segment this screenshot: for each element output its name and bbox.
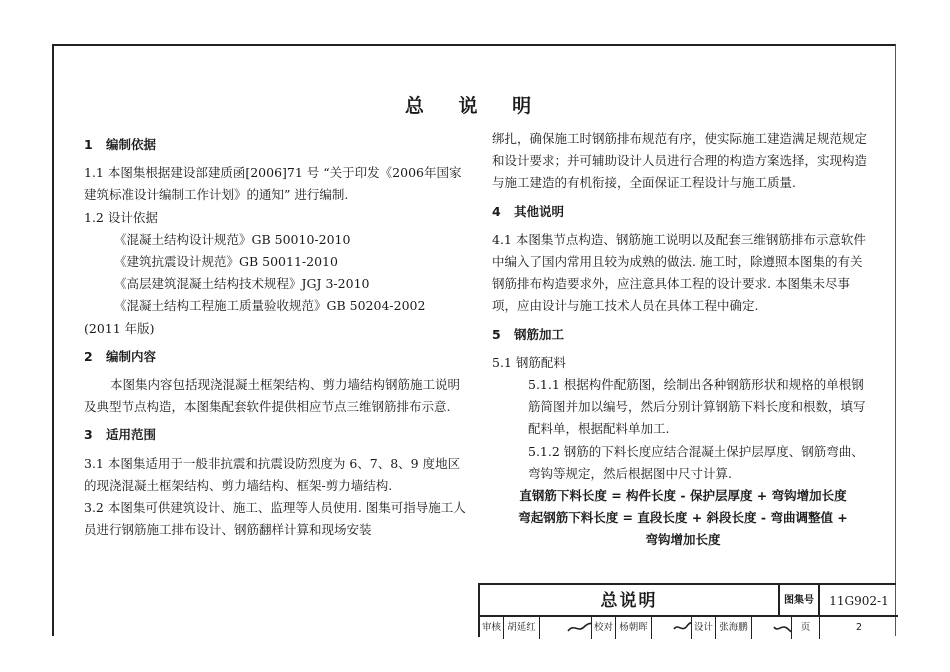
- reference-3: 《高层建筑混凝土结构技术规程》JGJ 3-2010: [114, 276, 370, 292]
- page-label: 页: [792, 617, 820, 639]
- left-column: [84, 128, 466, 541]
- review-label: 审核: [480, 617, 504, 639]
- right-column: [492, 128, 874, 552]
- design-name: 张海鹏: [716, 617, 752, 639]
- atlas-number-label: 图集号: [780, 585, 820, 617]
- para-3-1: 3.1 本图集适用于一般非抗震和抗震设防烈度为 6、7、8、9 度地区的现浇混凝土框架结构、剪力墙结构、框架-剪力墙结构.: [84, 455, 461, 493]
- section-heading-1: 1 编制依据: [84, 137, 157, 152]
- reference-1: 《混凝土结构设计规范》GB 50010-2010: [114, 231, 351, 247]
- design-signature-scribble: [772, 621, 793, 635]
- review-signature: [540, 617, 592, 639]
- reference-2: 《建筑抗震设计规范》GB 50011-2010: [114, 254, 338, 270]
- formula-bent-bar: 弯起钢筋下料长度 = 直段长度 + 斜段长度 - 弯曲调整值 +: [518, 510, 848, 526]
- para-5-1-1: 5.1.1 根据构件配筋图，绘制出各种钢筋形状和规格的单根钢筋简图并加以编号，然后分别计算钢筋下料长度和根数，填写配料单，根据配料单加工.: [528, 377, 866, 437]
- para-1-1: 1.1 本图集根据建设部建质函[2006]71 号 “关于印发《2006年国家建筑标准设计编制工作计划》的通知” 进行编制.: [84, 165, 462, 203]
- section-heading-3: 3 适用范围: [84, 427, 157, 443]
- section-heading-4: 4 其他说明: [492, 203, 565, 219]
- check-label: 校对: [592, 617, 616, 639]
- formula-bent-bar-cont: 弯钩增加长度: [645, 532, 721, 548]
- title-block: [478, 583, 896, 637]
- review-signature-scribble: [566, 621, 593, 635]
- para-1-2: 1.2 设计依据: [84, 209, 158, 225]
- section-heading-2: 2 编制内容: [84, 348, 157, 364]
- design-signature: [752, 617, 792, 639]
- reference-4: 《混凝土结构工程施工质量验收规范》GB 50204-2002 (2011 年版): [84, 298, 426, 336]
- design-label: 设计: [692, 617, 716, 639]
- para-5-1: 5.1 钢筋配料: [492, 354, 566, 370]
- page-title: 总 说 明: [404, 95, 546, 117]
- check-signature-scribble: [672, 621, 693, 635]
- para-4-1: 4.1 本图集节点构造、钢筋施工说明以及配套三维钢筋排布示意软件中编入了国内常用且较为成熟的做法. 施工时，除遵照本图集的有关钢筋排布构造要求外，应注意具体工程的设计要求. 本图集未尽事项，应由设计与施工技术人员在具体工程中确定.: [492, 231, 866, 314]
- check-signature: [652, 617, 692, 639]
- page-number: 2: [855, 622, 863, 633]
- section-heading-5: 5 钢筋加工: [492, 326, 565, 342]
- check-name: 杨朝晖: [616, 617, 652, 639]
- para-3-2: 3.2 本图集可供建筑设计、施工、监理等人员使用. 图集可指导施工人员进行钢筋施工排布设计、钢筋翻样计算和现场安装: [84, 500, 466, 538]
- formula-straight-bar: 直钢筋下料长度 = 构件长度 - 保护层厚度 + 弯钩增加长度: [519, 488, 847, 504]
- title-block-name: 总说明: [480, 585, 780, 617]
- atlas-number: 11G902-1: [820, 585, 898, 617]
- signature-row: [480, 617, 898, 639]
- review-name: 胡延红: [504, 617, 540, 639]
- para-2: 本图集内容包括现浇混凝土框架结构、剪力墙结构钢筋施工说明及典型节点构造，本图集配套软件提供相应节点三维钢筋排布示意.: [84, 377, 461, 415]
- para-continued: 绑扎，确保施工时钢筋排布规范有序，使实际施工建造满足规范规定和设计要求；并可辅助设计人员进行合理的构造方案选择，实现构造与施工建造的有机衔接，全面保证工程设计与施工质量.: [492, 131, 868, 191]
- para-5-1-2: 5.1.2 钢筋的下料长度应结合混凝土保护层厚度、钢筋弯曲、弯钩等规定，然后根据图中尺寸计算.: [528, 443, 864, 481]
